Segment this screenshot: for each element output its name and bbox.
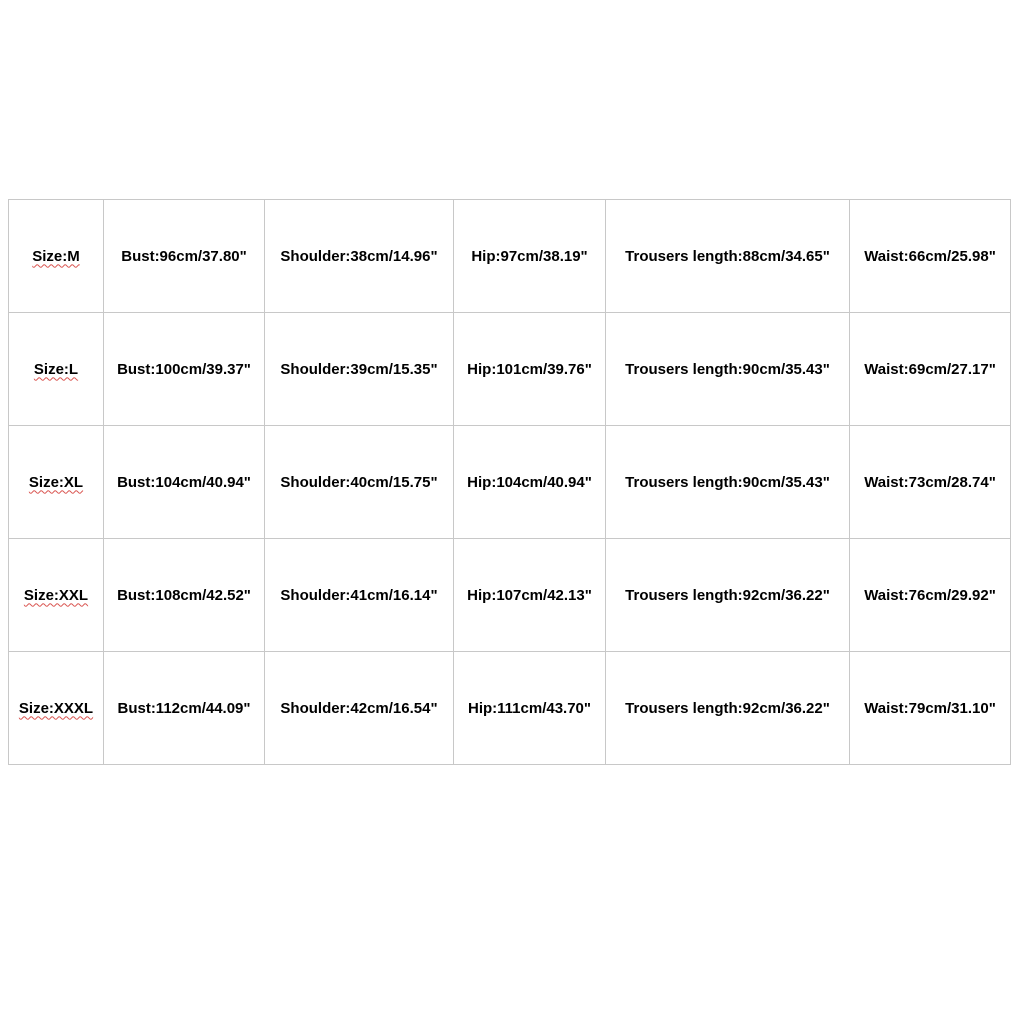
table-row — [9, 313, 1011, 426]
hip-cell: Hip:101cm/39.76" — [454, 313, 606, 426]
size-cell — [9, 539, 104, 652]
waist-cell: Waist:66cm/25.98" — [850, 200, 1011, 313]
bust-cell: Bust:112cm/44.09" — [104, 652, 265, 765]
hip-cell: Hip:111cm/43.70" — [454, 652, 606, 765]
table-row — [9, 539, 1011, 652]
size-cell — [9, 313, 104, 426]
hip-cell: Hip:104cm/40.94" — [454, 426, 606, 539]
shoulder-cell: Shoulder:39cm/15.35" — [265, 313, 454, 426]
size-cell — [9, 200, 104, 313]
shoulder-cell: Shoulder:41cm/16.14" — [265, 539, 454, 652]
size-chart-table — [8, 199, 1011, 765]
size-label: Size:XXXL — [18, 699, 94, 717]
shoulder-cell: Shoulder:38cm/14.96" — [265, 200, 454, 313]
table-row — [9, 200, 1011, 313]
size-label: Size:M — [32, 247, 80, 265]
size-cell — [9, 652, 104, 765]
waist-cell: Waist:79cm/31.10" — [850, 652, 1011, 765]
table-row — [9, 426, 1011, 539]
size-label: Size:XL — [28, 473, 84, 491]
size-label: Size:XXL — [23, 586, 89, 604]
size-label: Size:L — [33, 360, 79, 378]
trousers-length-cell: Trousers length:92cm/36.22" — [606, 652, 850, 765]
size-cell — [9, 426, 104, 539]
trousers-length-cell: Trousers length:90cm/35.43" — [606, 426, 850, 539]
trousers-length-cell: Trousers length:90cm/35.43" — [606, 313, 850, 426]
waist-cell: Waist:73cm/28.74" — [850, 426, 1011, 539]
bust-cell: Bust:96cm/37.80" — [104, 200, 265, 313]
trousers-length-cell: Trousers length:88cm/34.65" — [606, 200, 850, 313]
shoulder-cell: Shoulder:40cm/15.75" — [265, 426, 454, 539]
hip-cell: Hip:107cm/42.13" — [454, 539, 606, 652]
trousers-length-cell: Trousers length:92cm/36.22" — [606, 539, 850, 652]
bust-cell: Bust:108cm/42.52" — [104, 539, 265, 652]
hip-cell: Hip:97cm/38.19" — [454, 200, 606, 313]
waist-cell: Waist:69cm/27.17" — [850, 313, 1011, 426]
bust-cell: Bust:104cm/40.94" — [104, 426, 265, 539]
table-row — [9, 652, 1011, 765]
shoulder-cell: Shoulder:42cm/16.54" — [265, 652, 454, 765]
bust-cell: Bust:100cm/39.37" — [104, 313, 265, 426]
waist-cell: Waist:76cm/29.92" — [850, 539, 1011, 652]
